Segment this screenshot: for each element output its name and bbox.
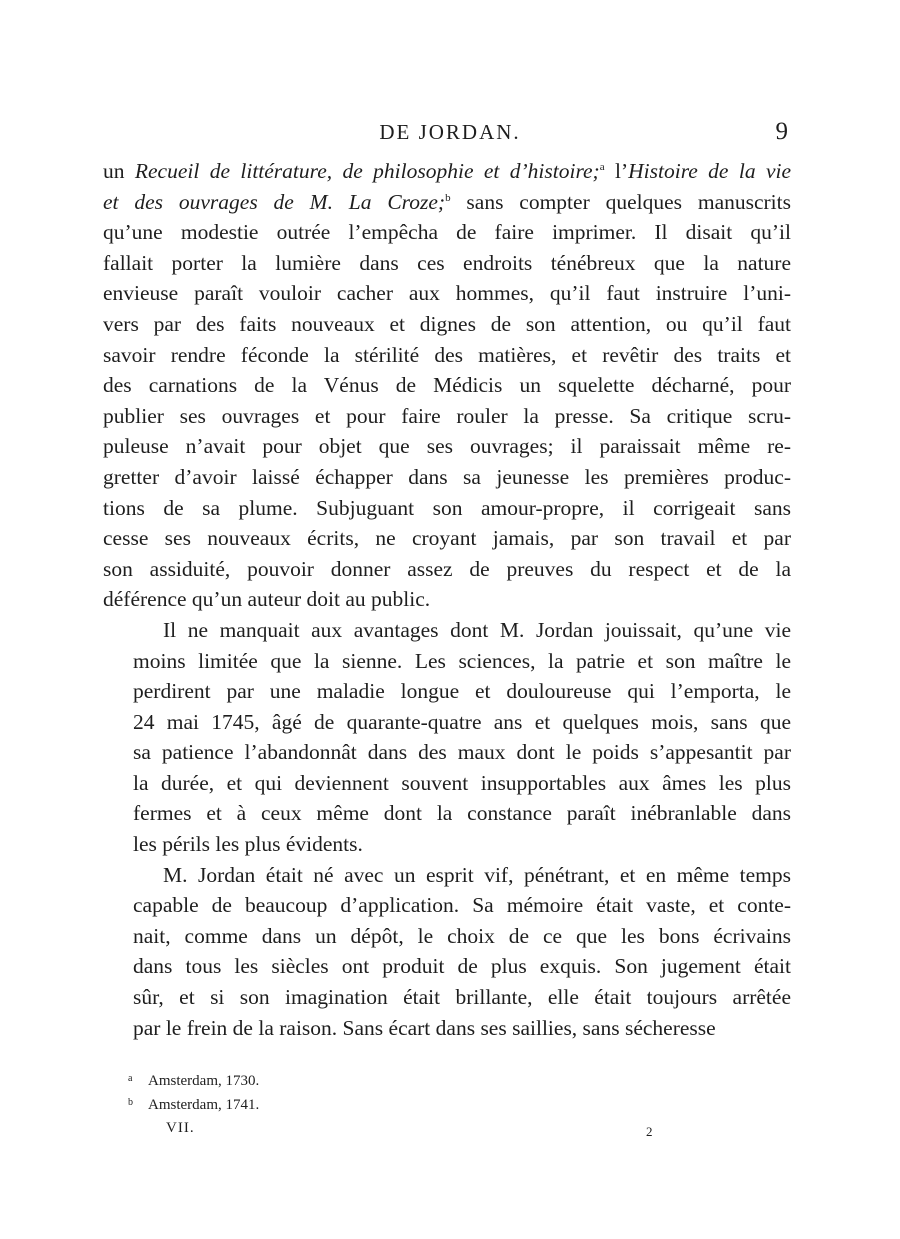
sheet-number: 2 <box>646 1124 653 1139</box>
text-segment: vers par des faits nouveaux et dignes de son attention, ou qu’il faut <box>103 311 791 336</box>
text-line <box>103 309 791 340</box>
text-line <box>103 1013 791 1044</box>
text-line <box>103 217 791 248</box>
volume-signature: VII. <box>166 1120 195 1136</box>
paragraph <box>103 156 791 615</box>
text-segment: Il ne manquait aux avantages dont M. Jordan jouissait, qu’une vie <box>163 617 791 642</box>
text-segment: tions de sa plume. Subjuguant son amour-propre, il corrigeait sans <box>103 495 791 520</box>
text-segment: sans compter quelques manuscrits <box>450 189 791 214</box>
text-line <box>103 676 791 707</box>
text-segment: son assiduité, pouvoir donner assez de preuves du respect et de la <box>103 556 791 581</box>
text-line <box>103 248 791 279</box>
footnote-mark: b <box>128 1097 133 1108</box>
text-line <box>103 646 791 677</box>
text-segment: envieuse paraît vouloir cacher aux hommes, qu’il faut instruire l’uni- <box>103 281 791 306</box>
text-line <box>103 829 791 860</box>
text-segment: perdirent par une maladie longue et douloureuse qui l’emporta, le <box>133 679 791 704</box>
text-line <box>103 737 791 768</box>
paragraph <box>103 615 791 860</box>
text-line <box>103 370 791 401</box>
text-segment: nait, comme dans un dépôt, le choix de ce que les bons écrivains <box>133 923 791 948</box>
text-line <box>103 187 791 218</box>
text-segment: sûr, et si son imagination était brillante, elle était toujours arrêtée <box>133 985 791 1010</box>
text-line <box>103 462 791 493</box>
text-segment: publier ses ouvrages et pour faire rouler la presse. Sa critique scru- <box>103 403 791 428</box>
text-line <box>103 278 791 309</box>
text-segment: l’ <box>604 159 629 183</box>
text-line <box>103 584 791 615</box>
text-segment: puleuse n’avait pour objet que ses ouvrages; il paraissait même re- <box>103 434 791 459</box>
page-number: 9 <box>775 118 788 145</box>
text-line <box>103 921 791 952</box>
text-segment: les périls les plus évidents. <box>133 832 363 857</box>
text-segment: gretter d’avoir laissé échapper dans sa jeunesse les premières produc- <box>103 464 791 489</box>
footnotes <box>128 1068 259 1116</box>
text-line <box>103 798 791 829</box>
text-segment: et des ouvrages de M. La Croze; <box>103 189 446 214</box>
running-head <box>0 118 900 150</box>
footnote-reference: b <box>445 191 451 204</box>
text-line <box>103 340 791 371</box>
text-segment: moins limitée que la sienne. Les sciences, la patrie et son maître le <box>133 648 791 673</box>
footnote-reference: a <box>599 161 605 173</box>
text-line <box>103 554 791 585</box>
text-segment: cesse ses nouveaux écrits, ne croyant jamais, par son travail et par <box>103 526 791 551</box>
text-line <box>103 523 791 554</box>
text-segment: par le frein de la raison. Sans écart dans ses saillies, sans sécheresse <box>133 1015 716 1040</box>
text-line <box>103 982 791 1013</box>
text-segment: déférence qu’un auteur doit au public. <box>103 587 431 612</box>
text-line <box>103 401 791 432</box>
text-segment: Histoire de la vie <box>628 159 792 183</box>
footnote-text: Amsterdam, 1730. <box>148 1073 260 1089</box>
footnote <box>128 1092 259 1116</box>
text-line <box>103 615 791 646</box>
footnote <box>128 1068 259 1092</box>
text-segment: M. Jordan était né avec un esprit vif, pénétrant, et en même temps <box>163 862 791 887</box>
text-segment: fermes et à ceux même dont la constance paraît inébranlable dans <box>133 801 791 826</box>
text-segment: 24 mai 1745, âgé de quarante-quatre ans et quelques mois, sans que <box>133 709 791 734</box>
text-line <box>103 890 791 921</box>
text-segment: un <box>103 159 135 183</box>
text-line <box>103 431 791 462</box>
text-line <box>103 768 791 799</box>
text-segment: Recueil de littérature, de philosophie et d’histoire; <box>134 159 600 183</box>
text-segment: qu’une modestie outrée l’empêcha de faire imprimer. Il disait qu’il <box>103 220 791 245</box>
text-segment: des carnations de la Vénus de Médicis un squelette décharné, pour <box>103 373 791 398</box>
text-line <box>103 707 791 738</box>
text-line <box>103 860 791 891</box>
footnote-mark: a <box>128 1073 133 1084</box>
text-line <box>103 493 791 524</box>
text-segment: la durée, et qui deviennent souvent insupportables aux âmes les plus <box>133 770 791 795</box>
text-line <box>103 156 791 187</box>
text-segment: sa patience l’abandonnât dans des maux dont le poids s’appesantit par <box>133 740 791 765</box>
text-segment: capable de beaucoup d’application. Sa mémoire était vaste, et conte- <box>133 893 791 918</box>
text-segment: fallait porter la lumière dans ces endroits ténébreux que la nature <box>103 250 791 275</box>
text-segment: dans tous les siècles ont produit de plus exquis. Son jugement était <box>133 954 791 979</box>
running-title: DE JORDAN. <box>379 120 521 144</box>
body-text <box>103 156 791 1043</box>
text-segment: savoir rendre féconde la stérilité des matières, et revêtir des traits et <box>103 342 791 367</box>
paragraph <box>103 860 791 1044</box>
footnote-text: Amsterdam, 1741. <box>148 1097 260 1113</box>
text-line <box>103 951 791 982</box>
